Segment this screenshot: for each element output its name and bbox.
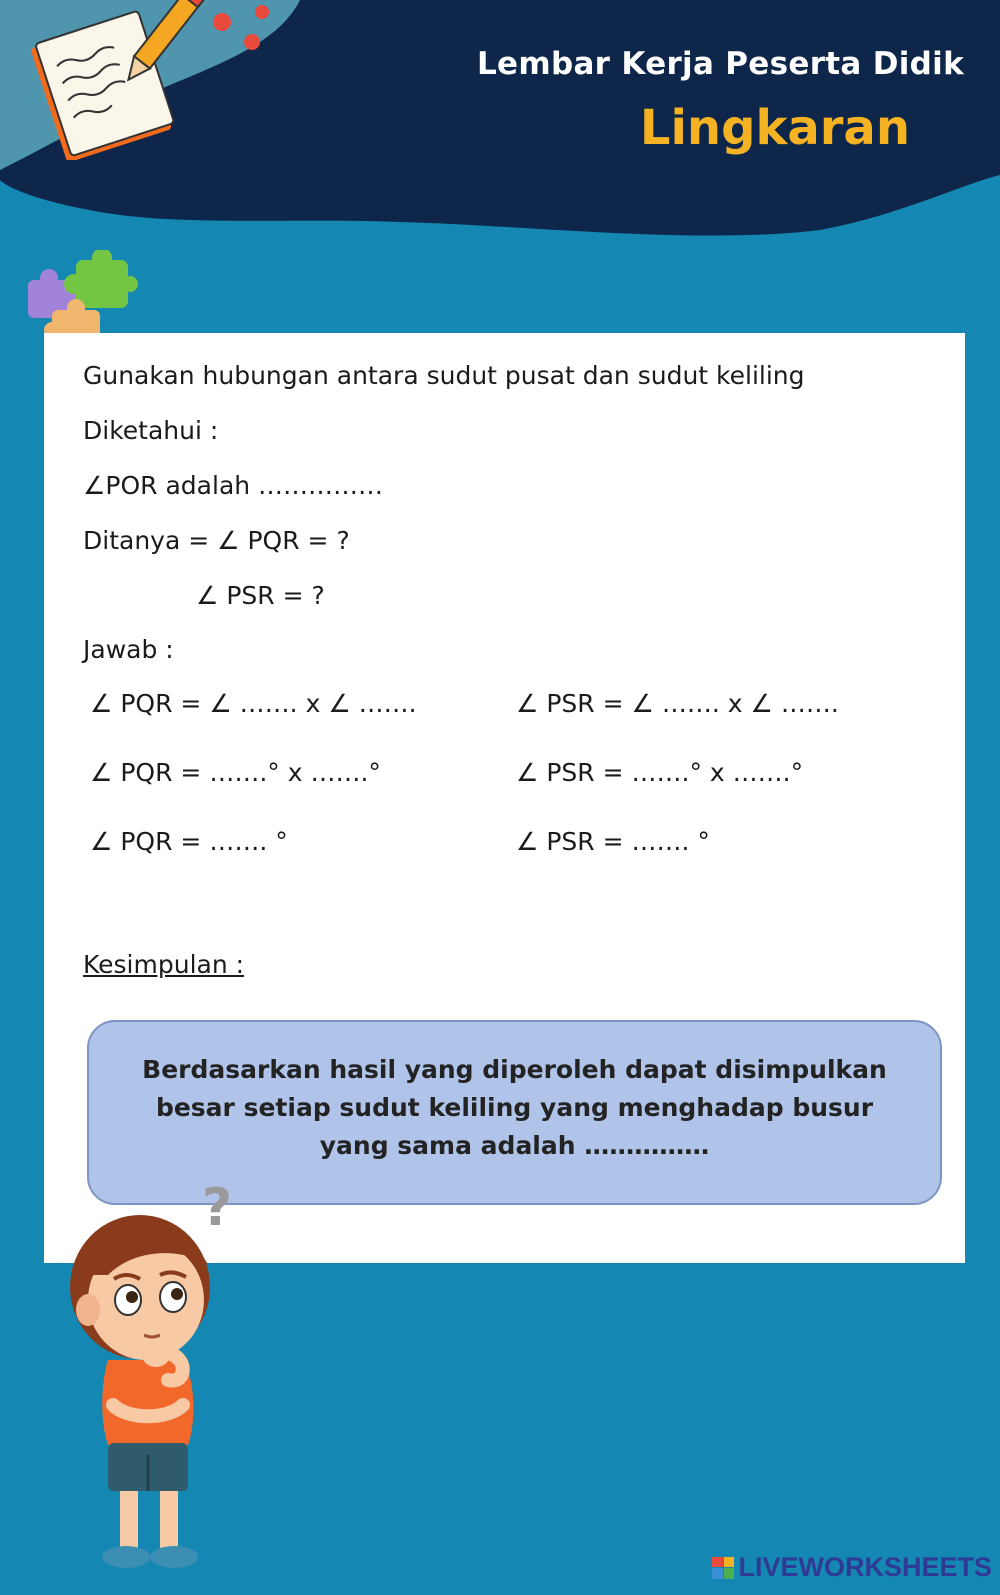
psr-step-2: ∠ PSR = …….° x …….° bbox=[516, 758, 804, 787]
question-mark-icon: ? bbox=[202, 1178, 233, 1238]
worksheet-card bbox=[44, 333, 965, 1263]
instruction-text: Gunakan hubungan antara sudut pusat dan sudut keliling bbox=[83, 361, 805, 390]
header-title: Lingkaran bbox=[639, 100, 910, 156]
pqr-step-1: ∠ PQR = ∠ ……. x ∠ ……. bbox=[90, 689, 417, 718]
header-subtitle: Lembar Kerja Peserta Didik bbox=[476, 46, 964, 82]
given-label: Diketahui : bbox=[83, 416, 219, 445]
answer-label: Jawab : bbox=[83, 635, 174, 664]
notebook-pencil-illustration bbox=[22, 0, 212, 160]
conclusion-text: Berdasarkan hasil yang diperoleh dapat disimpulkan besar setiap sudut keliling yang menghadap busur yang sama adalah …………… bbox=[142, 1054, 887, 1160]
brand-footer bbox=[712, 1552, 992, 1583]
psr-step-1: ∠ PSR = ∠ ……. x ∠ ……. bbox=[516, 689, 839, 718]
brand-name: LIVEWORKSHEETS bbox=[738, 1552, 992, 1582]
pqr-step-3: ∠ PQR = ……. ° bbox=[90, 827, 288, 856]
liveworksheets-logo-icon bbox=[712, 1557, 734, 1579]
asked-line-2: ∠ PSR = ? bbox=[196, 581, 325, 610]
given-value: ∠POR adalah …………… bbox=[83, 471, 384, 500]
thinking-kid-illustration bbox=[48, 1205, 238, 1585]
asked-line-1: Ditanya = ∠ PQR = ? bbox=[83, 526, 350, 555]
psr-step-3: ∠ PSR = ……. ° bbox=[516, 827, 710, 856]
conclusion-label: Kesimpulan : bbox=[83, 950, 245, 979]
pqr-step-2: ∠ PQR = …….° x …….° bbox=[90, 758, 381, 787]
